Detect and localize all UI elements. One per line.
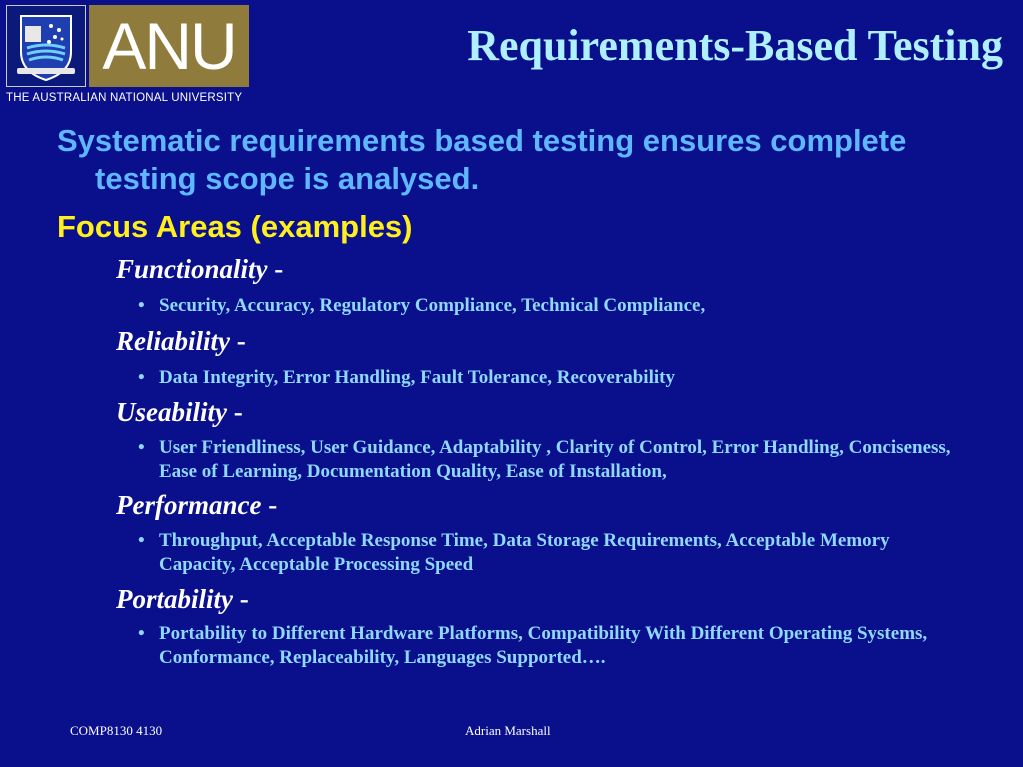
bullet-icon: • — [138, 530, 145, 551]
category-items — [138, 366, 958, 390]
category-portability — [116, 584, 249, 615]
footer-author: Adrian Marshall — [465, 723, 551, 738]
bullet-icon: • — [138, 623, 145, 644]
category-items — [138, 436, 958, 484]
category-name: Useability — [116, 397, 227, 427]
footer-course: COMP8130 4130 — [70, 723, 163, 738]
category-name: Functionality — [116, 254, 268, 284]
category-dash: - — [274, 254, 284, 284]
category-dash: - — [268, 490, 278, 520]
items-text: Data Integrity, Error Handling, Fault Tolerance, Recoverability — [159, 367, 675, 388]
items-text: Portability to Different Hardware Platforms, Compatibility With Different Operating Systems, Conformance, Replaceability, Languages Supported…. — [159, 623, 928, 668]
category-functionality — [116, 254, 283, 285]
intro-statement: Systematic requirements based testing ensures complete testing scope is analysed. — [57, 123, 907, 196]
bullet-icon: • — [138, 367, 145, 388]
category-dash: - — [236, 326, 246, 356]
category-name: Reliability — [116, 326, 230, 356]
category-reliability — [116, 326, 246, 357]
focus-areas-heading: Focus Areas (examples) — [57, 209, 413, 244]
items-text: Throughput, Acceptable Response Time, Data Storage Requirements, Acceptable Memory Capacity, Acceptable Processing Speed — [159, 530, 890, 575]
bullet-icon: • — [138, 295, 145, 316]
anu-crest-logo — [6, 5, 86, 87]
category-dash: - — [239, 584, 249, 614]
items-text: User Friendliness, User Guidance, Adaptability , Clarity of Control, Error Handling, Conciseness, Ease of Learning, Documentation Quality, Ease of Installation, — [159, 437, 951, 482]
category-items — [138, 294, 958, 318]
category-name: Portability — [116, 584, 233, 614]
crest-icon — [7, 6, 85, 86]
category-performance — [116, 490, 277, 521]
university-name: THE AUSTRALIAN NATIONAL UNIVERSITY — [6, 92, 243, 104]
anu-logo — [89, 5, 249, 87]
category-useability — [116, 397, 243, 428]
anu-logo-text: ANU — [102, 9, 236, 83]
category-items — [138, 529, 958, 577]
items-text: Security, Accuracy, Regulatory Compliance, Technical Compliance, — [159, 295, 706, 316]
category-dash: - — [233, 397, 243, 427]
bullet-icon: • — [138, 437, 145, 458]
category-name: Performance — [116, 490, 262, 520]
category-items — [138, 622, 958, 670]
slide-title: Requirements-Based Testing — [467, 21, 1003, 70]
